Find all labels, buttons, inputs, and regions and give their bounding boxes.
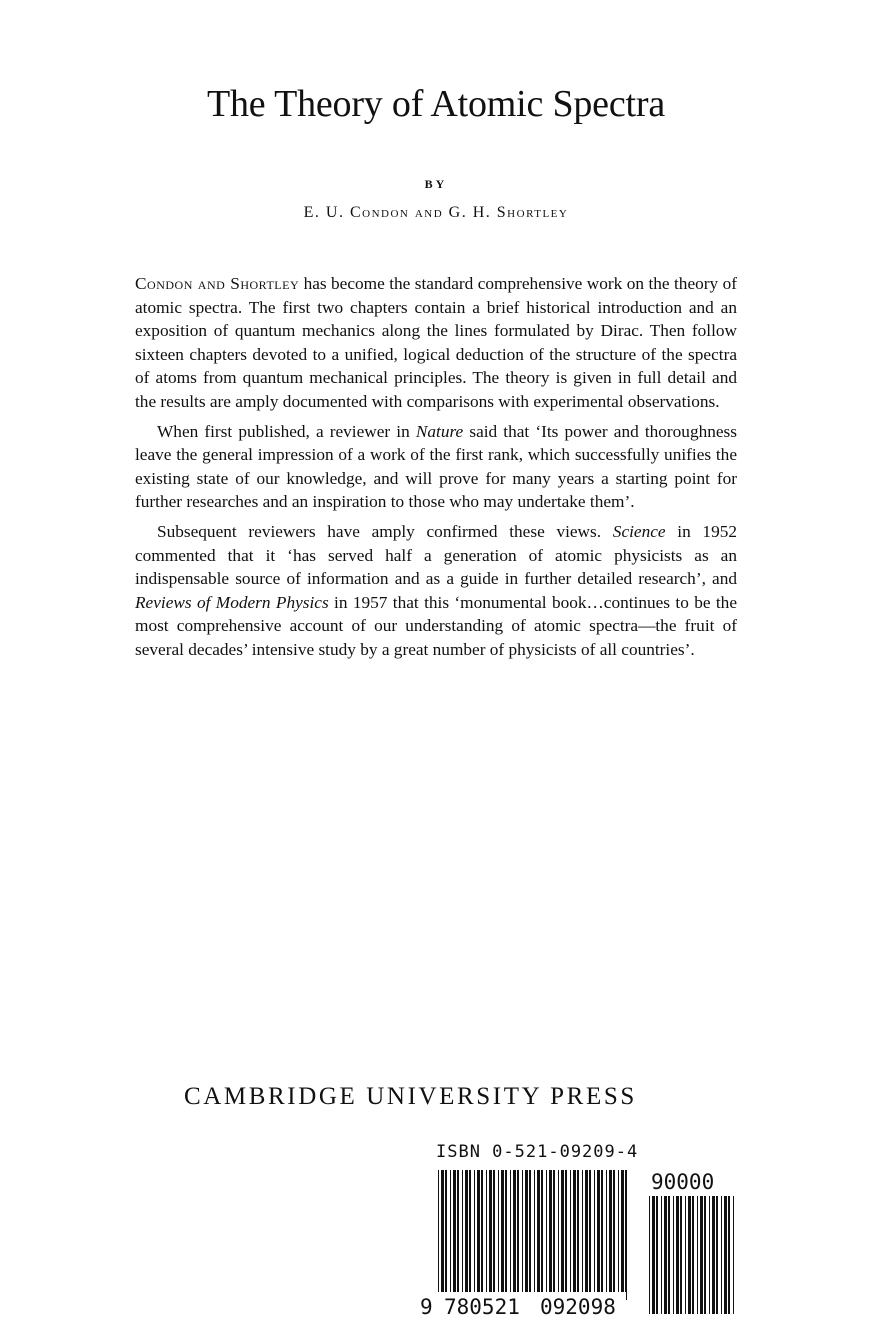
journal-nature: Nature [415, 421, 464, 441]
journal-reviews-modern-physics: Reviews of Modern Physics [135, 592, 329, 612]
barcode-bar [570, 1170, 571, 1292]
barcode-bar [450, 1170, 451, 1292]
addon-barcode [645, 1168, 739, 1316]
blurb [135, 272, 737, 668]
ean-bars [438, 1170, 627, 1300]
barcode-bar [656, 1196, 658, 1314]
barcode-bar [712, 1196, 715, 1314]
barcode-bar [465, 1170, 468, 1292]
barcode-bar [680, 1196, 682, 1314]
barcode-bar [573, 1170, 576, 1292]
barcode-bar [525, 1170, 528, 1292]
barcode-bar [577, 1170, 579, 1292]
barcode-bar [668, 1196, 670, 1314]
barcode-bar [692, 1196, 694, 1314]
publisher: CAMBRIDGE UNIVERSITY PRESS [184, 1083, 637, 1110]
barcode-bar [489, 1170, 492, 1292]
barcode-bar [457, 1170, 459, 1292]
barcode-bar [597, 1170, 600, 1292]
barcode-bar [477, 1170, 480, 1292]
barcode-bar [721, 1196, 722, 1314]
barcode-bar [453, 1170, 456, 1292]
barcode-bar [652, 1196, 655, 1314]
barcode-bar [546, 1170, 547, 1292]
barcode-bar [549, 1170, 552, 1292]
blurb-paragraph-2 [135, 420, 737, 514]
barcode-bar [558, 1170, 559, 1292]
ean-right-digits: 092098 [540, 1295, 616, 1316]
barcode-bar [676, 1196, 679, 1314]
barcode-bar [728, 1196, 730, 1314]
barcode-bar [505, 1170, 507, 1292]
barcode-bar [445, 1170, 447, 1292]
barcode-bar [661, 1196, 662, 1314]
barcode-bar [613, 1170, 615, 1292]
barcode-bar [601, 1170, 603, 1292]
barcode-bar [498, 1170, 499, 1292]
barcode-bar [685, 1196, 686, 1314]
isbn-label: ISBN 0-521-09209-4 [436, 1142, 639, 1162]
blurb-p3-text-c: in 1957 that this ‘monumental book…continues to be the most comprehensive account of our understanding of atomic spectra—the fruit of several decades’ intensive study by a great number of physicists of all countries’. [135, 592, 737, 659]
barcode-bar [673, 1196, 674, 1314]
barcode-bar [716, 1196, 718, 1314]
ean-barcode [420, 1170, 638, 1316]
blurb-p2-text-b: said that ‘Its power and thoroughness leave the general impression of a work of the first rank, which successfully unifies the existing state of our knowledge, and will prove for many years a starting point for further researches and an inspiration to those who may undertake them’. [135, 421, 737, 512]
blurb-p3-text-a: Subsequent reviewers have amply confirmed these views. [157, 521, 613, 541]
barcode-bar [621, 1170, 624, 1300]
barcode-bar [541, 1170, 543, 1292]
barcode-bar [618, 1170, 619, 1292]
barcode-bar [493, 1170, 495, 1292]
authors: E. U. Condon and G. H. Shortley [303, 204, 569, 221]
barcode-bar [704, 1196, 706, 1314]
barcode-bar [529, 1170, 531, 1300]
barcode-bar [625, 1170, 627, 1300]
blurb-p2-text-a: When first published, a reviewer in [157, 421, 416, 441]
barcode-bar [733, 1196, 734, 1314]
barcode-bar [609, 1170, 612, 1292]
barcode-bar [510, 1170, 511, 1292]
book-title: The Theory of Atomic Spectra [206, 83, 665, 125]
barcode-bar [585, 1170, 588, 1292]
barcode-bar [649, 1196, 650, 1314]
blurb-paragraph-3 [135, 520, 737, 662]
barcode-bar [700, 1196, 703, 1314]
barcode-bar [534, 1170, 535, 1300]
addon-digits: 90000 [651, 1170, 715, 1194]
ean-left-digits: 780521 [444, 1295, 520, 1316]
barcode-bar [522, 1170, 523, 1292]
barcode-bar [513, 1170, 516, 1292]
barcode-bar [517, 1170, 519, 1292]
barcode-bar [501, 1170, 504, 1292]
barcode-bar [462, 1170, 463, 1292]
ean-prefix-digit: 9 [420, 1295, 433, 1316]
barcode-bar [481, 1170, 483, 1292]
barcode-bar [594, 1170, 595, 1292]
barcode-bar [469, 1170, 471, 1292]
by-label: BY [424, 177, 448, 191]
barcode-bar [537, 1170, 540, 1292]
barcode-bar [606, 1170, 607, 1292]
blurb-p3-text-b: in 1952 commented that it ‘has served half a generation of atomic physicists as an indispensable source of information and as a guide in further detailed research’, and [135, 521, 737, 589]
barcode-bar [553, 1170, 555, 1292]
journal-science: Science [612, 521, 666, 541]
barcode-bar [474, 1170, 475, 1292]
barcode-bar [565, 1170, 567, 1292]
barcode-bar [589, 1170, 591, 1292]
barcode-bar [582, 1170, 583, 1292]
barcode-bar [697, 1196, 698, 1314]
barcode-bar [688, 1196, 691, 1314]
barcode-bar [664, 1196, 667, 1314]
barcode-bar [486, 1170, 487, 1292]
barcode-bar [441, 1170, 444, 1300]
blurb-paragraph-1 [135, 272, 737, 414]
barcode-bar [561, 1170, 564, 1292]
authors-lead: Condon and Shortley [135, 274, 300, 293]
barcode-bar [438, 1170, 439, 1300]
barcode-bar [709, 1196, 710, 1314]
barcode-bar [724, 1196, 727, 1314]
blurb-p1-text: has become the standard comprehensive work on the theory of atomic spectra. The first two chapters contain a brief historical introduction and an exposition of quantum mechanics along the lines formulated by Dirac. Then follow sixteen chapters devoted to a unified, logical deduction of the structure of the spectra of atoms from quantum mechanical principles. The theory is given in full detail and the results are amply documented with comparisons with experimental observations. [135, 274, 737, 411]
addon-bars [649, 1196, 734, 1314]
